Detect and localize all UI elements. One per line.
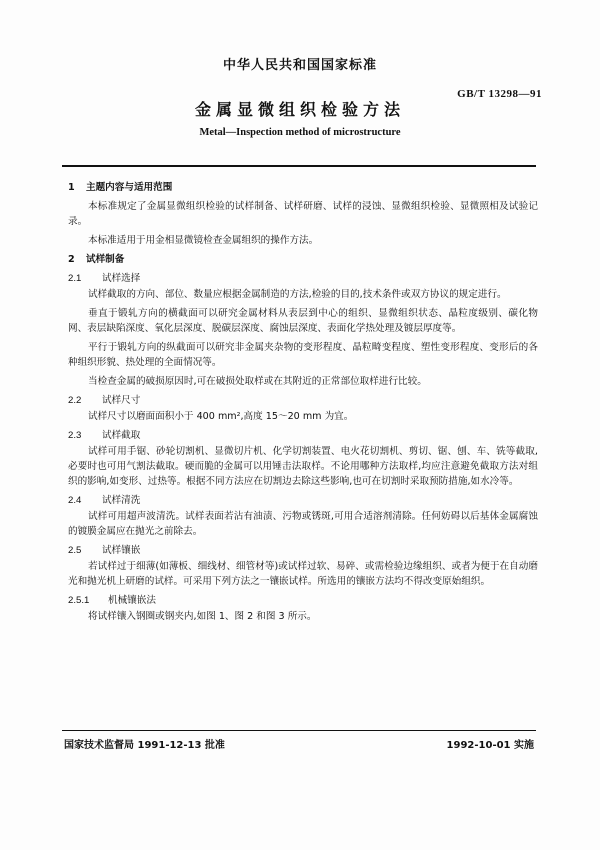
approval-note: 国家技术监督局 1991-12-13 批准 <box>64 740 225 751</box>
paragraph: 试样可用手锯、砂轮切割机、显微切片机、化学切割装置、电火花切割机、剪切、锯、刨、车、铣等截取,必要时也可用气割法截取。硬而脆的金属可以用锤击法取样。不论用哪种方法取样,均应注意避免截取方法对组织的影响,如变形、过热等。根据不同方法应在切割边去除这些影响,也可在切割时采取预防措施,如水冷等。 <box>68 446 538 487</box>
paragraph: 若试样过于细薄(如薄板、细线材、细管材等)或试样过软、易碎、或需检验边缘组织、或者为便于在自动磨光和抛光机上研磨的试样。可采用下列方法之一镶嵌试样。所选用的镶嵌方法均不得改变原始组织。 <box>68 561 538 587</box>
section-number: 2.2 <box>68 395 82 406</box>
document-body <box>68 180 538 628</box>
section-number: 2 <box>68 254 75 265</box>
standard-code: GB/T 13298—91 <box>457 88 542 100</box>
section-2-3-heading <box>68 428 538 443</box>
section-title: 试样镶嵌 <box>102 545 141 556</box>
section-number: 1 <box>68 182 75 193</box>
paragraph: 当检查金属的破损原因时,可在破损处取样或在其附近的正常部位取样进行比较。 <box>88 376 427 387</box>
section-number: 2.5 <box>68 545 82 556</box>
paragraph: 本标准适用于用金相显微镜检查金属组织的操作方法。 <box>88 235 319 246</box>
section-2-2-heading <box>68 393 538 408</box>
section-title: 试样选择 <box>102 273 141 284</box>
paragraph: 本标准规定了金属显微组织检验的试样制备、试样研磨、试样的浸蚀、显微组织检验、显微照相及试验记录。 <box>68 201 538 227</box>
section-title: 机械镶嵌法 <box>108 595 156 606</box>
header-divider <box>62 165 536 167</box>
paragraph: 垂直于锻轧方向的横截面可以研究金属材料从表层到中心的组织、显微组织状态、晶粒度级别、碳化物网、表层缺陷深度、氧化层深度、脱碳层深度、腐蚀层深度、表面化学热处理及镀层厚度等。 <box>68 308 538 334</box>
section-number: 2.1 <box>68 273 82 284</box>
section-title: 试样制备 <box>86 254 125 265</box>
section-2-5-1-heading <box>68 593 538 608</box>
paragraph: 试样可用超声波清洗。试样表面若沾有油渍、污物或锈斑,可用合适溶剂清除。任何妨碍以后基体金属腐蚀的镀膜金属应在抛光之前除去。 <box>68 511 538 537</box>
paragraph: 将试样镶入钢圈或钢夹内,如图 1、图 2 和图 3 所示。 <box>88 611 317 622</box>
footer-divider <box>62 730 536 731</box>
section-2-heading <box>68 252 538 267</box>
section-title: 试样清洗 <box>102 495 141 506</box>
document-title: 金属显微组织检验方法 <box>194 100 405 119</box>
section-title: 试样截取 <box>102 430 141 441</box>
section-number: 2.4 <box>68 495 82 506</box>
paragraph: 平行于锻轧方向的纵截面可以研究非金属夹杂物的变形程度、晶粒畸变程度、塑性变形程度、变形后的各种组织形貌、热处理的全面情况等。 <box>68 342 538 368</box>
paragraph: 试样截取的方向、部位、数量应根据金属制造的方法,检验的目的,技术条件或双方协议的规定进行。 <box>88 289 507 300</box>
section-title: 试样尺寸 <box>102 395 141 406</box>
section-2-5-heading <box>68 543 538 558</box>
implementation-date: 1992-10-01 实施 <box>446 740 534 751</box>
section-number: 2.3 <box>68 430 82 441</box>
document-title-english: Metal—Inspection method of microstructure <box>199 127 401 138</box>
section-2-4-heading <box>68 493 538 508</box>
section-1-heading <box>68 180 538 195</box>
section-2-1-heading <box>68 271 538 286</box>
paragraph: 试样尺寸以磨面面积小于 400 mm²,高度 15～20 mm 为宜。 <box>88 411 354 422</box>
section-number: 2.5.1 <box>68 595 90 606</box>
section-title: 主题内容与适用范围 <box>86 182 173 193</box>
national-standard-heading: 中华人民共和国国家标准 <box>222 58 377 73</box>
